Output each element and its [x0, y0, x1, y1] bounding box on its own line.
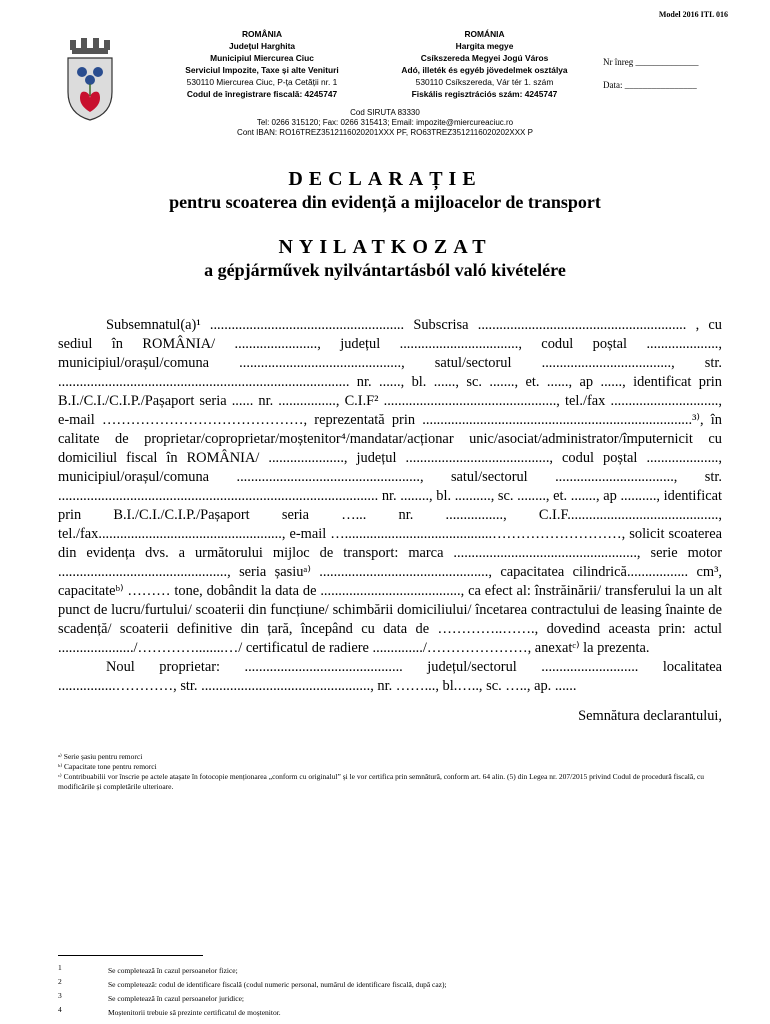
header-romanian: ROMÂNIA Județul Harghita Municipiul Miercurea Ciuc Serviciul Impozite, Taxe și alte Venituri 530110 Miercurea Ciuc, P-ța Cetății nr. 1 Codul de înregistrare fiscală: 4245747 [185, 29, 339, 99]
declaration-paragraph-new-owner: Noul proprietar: ............................................ județul/sectorul ........................... localitatea ................…………, str. ..............................................., nr. ……..., bl.….., sc. ….., ap. ...... [58, 659, 722, 694]
declaration-body [58, 316, 722, 696]
contact-info: Cod SIRUTA 83330 Tel: 0266 315120; Fax: 0266 315413; Email: impozite@miercureaciuc.ro Cont IBAN: RO16TREZ3512116020201XXX PF, RO63TREZ3512116020202XXX P [237, 108, 533, 137]
note-c: ᶜ⁾ Contribuabilii vor înscrie pe actele atașate în fotocopie menționarea „conform cu originalul” și le vor certifica prin semnătură, conform art. 64 alin. (5) din Legea nr. 207/2015 privind Codul de procedură fiscală, cu modificările și completările ulterioare. [58, 772, 705, 791]
signature-label: Semnătura declarantului, [578, 708, 722, 724]
header-hungarian: ROMÁNIA Hargita megye Csíkszereda Megyei Jogú Város Adó, illeték és egyéb jövedelmek osztálya 530110 Csíkszereda, Vár tér 1. szám Fiskális regisztrációs szám: 4245747 [401, 29, 568, 99]
footnote-separator [58, 955, 203, 956]
registry-number-field: Nr înreg ______________ [603, 57, 699, 67]
form-notes [58, 752, 718, 792]
form-model-code: Model 2016 ITL 016 [658, 10, 728, 19]
city-coat-of-arms-icon [62, 36, 118, 122]
note-a: ᵃ⁾ Serie șasiu pentru remorci [58, 752, 143, 761]
subtitle-declaration-hu: a gépjárművek nyilvántartásból való kivételére [204, 260, 566, 280]
subtitle-declaration-ro: pentru scoaterea din evidență a mijloacelor de transport [169, 192, 601, 212]
registry-date-field: Data: ________________ [603, 80, 697, 90]
note-b: ᵇ⁾ Capacitate tone pentru remorci [58, 762, 157, 771]
declaration-paragraph-declarant: Subsemnatul(a)¹ ...................................................... Subscrisa .......................................................... , cu sediul în ROMÂNIA/ ......................., județul ................................., codul poștal ...................., municipiul/orașul/comuna ............................................., satul/sectorul ...................................., str. ................................................................................. nr. ......, bl. ......, sc. ......., et. ......, ap ......, identificat prin B.I./C.I./C.I.P./Pașaport seria ...... nr. ................, C.I.F² ................................................, tel./fax .............................., e-mail ……………………………………, reprezentată prin ...........................................................................³⁾, în calitate de proprietar/coproprietar/moștenitor⁴/mandatar/acționar unic/asociat/administrator/împuternicit cu domiciliul fiscal în ROMÂNIA/ ....................., județul ........................................, codul poștal ...................., municipiul/orașul/comuna ..................................................., satul/sectorul ................................., str. ......................................................................................... nr. ........, bl. .........., sc. ........, et. ......., ap .........., identificat prin B.I./C.I./C.I.P./Pașaport seria …... nr. ................, C.I.F.........................................., tel./fax..................................................., e-mail ….........................................………………………, solicit scoaterea din evidența dvs. a următorului mijloc de transport: marca ..................................................., serie motor ..............................................., seria șasiuᵃ⁾ ..............................................., capacitatea cilindrică................. cm³, capacitateᵇ⁾ ……… tone, dobândit la data de ......................................., ca efect al: înstrăinării/ transferului la un alt punct de lucru/furtului/ scoaterii din funcțiune/ schimbării domiciliului/ încetarea contractului de leasing înainte de scadență/ scoaterii definitive din țară, începând cu data de …………..……., dovedind aceasta prin: actul ...................../…………........…/ certificatul de radiere ............../…………………, anexatᶜ⁾ la prezenta. [58, 317, 722, 656]
title-declaration-hu: NYILATKOZAT [278, 236, 492, 258]
title-declaration-ro: DECLARAȚIE [288, 168, 482, 190]
